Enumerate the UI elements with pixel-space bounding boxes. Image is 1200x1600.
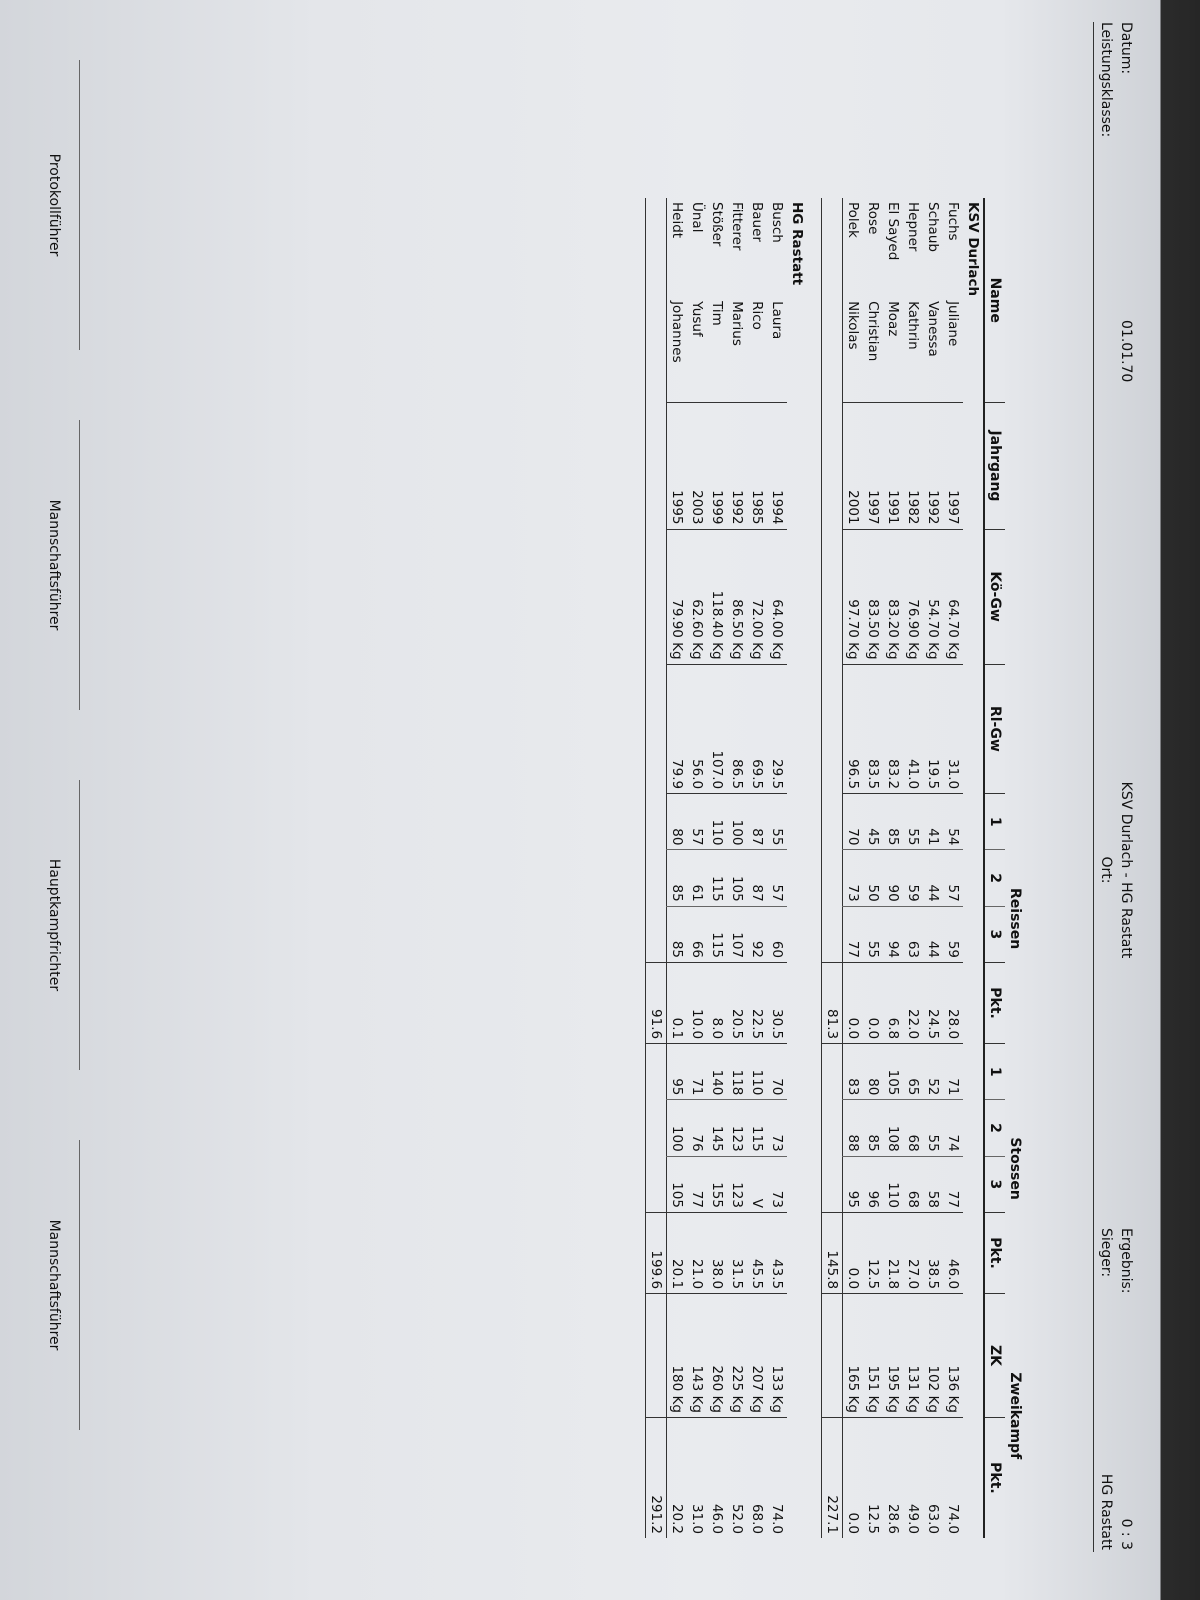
- snatch-attempt-3: 60: [767, 906, 787, 962]
- total-spacer: [646, 1044, 667, 1213]
- athlete-last-name: Polek: [845, 202, 861, 238]
- athlete-rl-weight: 83.5: [863, 664, 883, 794]
- athlete-last-name: Heidt: [669, 202, 685, 239]
- clean-jerk-attempt-1: 80: [863, 1044, 883, 1100]
- snatch-attempt-1: 100: [727, 794, 747, 850]
- clean-jerk-attempt-1: 105: [883, 1044, 903, 1100]
- date-value: 01.01.70: [1118, 320, 1134, 383]
- snatch-attempt-1: 80: [667, 794, 688, 850]
- clean-jerk-attempt-3: V: [747, 1156, 767, 1212]
- athlete-body-weight: 54.70 Kg: [923, 529, 943, 664]
- athlete-first-name: Moaz: [885, 301, 901, 337]
- snatch-attempt-3: 92: [747, 906, 767, 962]
- total-weight: 195 Kg: [883, 1294, 903, 1418]
- clean-jerk-points: 12.5: [863, 1212, 883, 1293]
- snatch-attempt-2: 73: [843, 850, 864, 906]
- athlete-body-weight: 64.00 Kg: [767, 529, 787, 664]
- snatch-attempt-2: 61: [687, 850, 707, 906]
- signature-line-3: [79, 780, 80, 1070]
- date-label: Datum:: [1118, 22, 1134, 75]
- total-points: 68.0: [747, 1417, 767, 1538]
- athlete-rl-weight: 56.0: [687, 664, 707, 794]
- snatch-attempt-2: 105: [727, 850, 747, 906]
- athlete-row: [843, 198, 864, 1538]
- total-points: 49.0: [903, 1417, 923, 1538]
- athlete-last-name: Busch: [769, 202, 785, 243]
- team-name: KSV Durlach: [965, 202, 981, 297]
- snatch-attempt-1: 57: [687, 794, 707, 850]
- clean-jerk-attempt-1: 65: [903, 1044, 923, 1100]
- total-weight: 207 Kg: [747, 1294, 767, 1418]
- venue-label: Ort:: [1098, 856, 1114, 884]
- snatch-points-total: 91.6: [646, 963, 667, 1044]
- athlete-body-weight: 83.50 Kg: [863, 529, 883, 664]
- total-weight: 102 Kg: [923, 1294, 943, 1418]
- athlete-row: [667, 198, 688, 1538]
- clean-jerk-attempt-3: 73: [767, 1156, 787, 1212]
- athlete-rl-weight: 79.9: [667, 664, 688, 794]
- athlete-year: 1994: [767, 403, 787, 529]
- total-points: 12.5: [863, 1417, 883, 1538]
- clean-jerk-points-total: 145.8: [822, 1212, 843, 1293]
- snatch-points: 28.0: [943, 963, 963, 1044]
- total-points: 0.0: [843, 1417, 864, 1538]
- clean-jerk-points: 46.0: [943, 1212, 963, 1293]
- total-weight: 151 Kg: [863, 1294, 883, 1418]
- total-points: 52.0: [727, 1417, 747, 1538]
- athlete-last-name: Ünal: [689, 202, 705, 233]
- total-spacer: [646, 198, 667, 963]
- group-zweikampf: Zweikampf: [1007, 1372, 1023, 1460]
- snatch-attempt-1: 87: [747, 794, 767, 850]
- col-reissen-3: 3: [984, 906, 1005, 962]
- athlete-last-name: Schaub: [925, 202, 941, 252]
- spacer-cell: [807, 198, 822, 1538]
- col-zk: ZK: [984, 1294, 1005, 1418]
- team-header-row: [963, 198, 984, 1538]
- signature-line-1: [79, 60, 80, 350]
- athlete-first-name: Marius: [729, 301, 745, 346]
- athlete-year: 1985: [747, 403, 767, 529]
- clean-jerk-attempt-3: 68: [903, 1156, 923, 1212]
- athlete-last-name: Fuchs: [945, 202, 961, 241]
- total-spacer: [822, 1044, 843, 1213]
- snatch-attempt-3: 107: [727, 906, 747, 962]
- snatch-attempt-3: 63: [903, 906, 923, 962]
- clean-jerk-attempt-1: 110: [747, 1044, 767, 1100]
- athlete-row: [923, 198, 943, 1538]
- results-table: [645, 198, 1025, 1538]
- signature-line-2: [79, 420, 80, 710]
- team-spacer-row: [807, 198, 822, 1538]
- athlete-row: [687, 198, 707, 1538]
- athlete-rl-weight: 86.5: [727, 664, 747, 794]
- athlete-body-weight: 62.60 Kg: [687, 529, 707, 664]
- snatch-attempt-2: 57: [943, 850, 963, 906]
- team-total-row: [822, 198, 843, 1538]
- athlete-row: [747, 198, 767, 1538]
- clean-jerk-attempt-2: 100: [667, 1100, 688, 1156]
- snatch-attempt-3: 115: [707, 906, 727, 962]
- snatch-attempt-3: 94: [883, 906, 903, 962]
- col-jahrgang: Jahrgang: [984, 403, 1005, 529]
- athlete-year: 1997: [863, 403, 883, 529]
- athlete-rl-weight: 96.5: [843, 664, 864, 794]
- athlete-row: [707, 198, 727, 1538]
- clean-jerk-attempt-2: 145: [707, 1100, 727, 1156]
- snatch-attempt-2: 87: [747, 850, 767, 906]
- total-points: 74.0: [767, 1417, 787, 1538]
- snatch-attempt-2: 90: [883, 850, 903, 906]
- athlete-body-weight: 118.40 Kg: [707, 529, 727, 664]
- clean-jerk-attempt-2: 123: [727, 1100, 747, 1156]
- total-weight: 143 Kg: [687, 1294, 707, 1418]
- clean-jerk-points: 38.5: [923, 1212, 943, 1293]
- col-reissen-2: 2: [984, 850, 1005, 906]
- snatch-attempt-1: 70: [843, 794, 864, 850]
- total-points-sum: 291.2: [646, 1417, 667, 1538]
- clean-jerk-attempt-1: 71: [943, 1044, 963, 1100]
- col-koe-gw: Kö-Gw: [984, 529, 1005, 664]
- match-title: KSV Durlach - HG Rastatt: [1118, 781, 1134, 959]
- total-spacer: [822, 198, 843, 963]
- clean-jerk-attempt-1: 83: [843, 1044, 864, 1100]
- clean-jerk-points: 38.0: [707, 1212, 727, 1293]
- total-weight: 131 Kg: [903, 1294, 923, 1418]
- clean-jerk-attempt-2: 74: [943, 1100, 963, 1156]
- snatch-points: 8.0: [707, 963, 727, 1044]
- result-value: 0 : 3: [1118, 1518, 1134, 1550]
- snatch-points: 20.5: [727, 963, 747, 1044]
- group-stossen: Stossen: [1007, 1137, 1023, 1200]
- total-points: 63.0: [923, 1417, 943, 1538]
- snatch-attempt-2: 59: [903, 850, 923, 906]
- snatch-attempt-3: 66: [687, 906, 707, 962]
- clean-jerk-points: 20.1: [667, 1212, 688, 1293]
- clean-jerk-attempt-3: 110: [883, 1156, 903, 1212]
- athlete-first-name: Kathrin: [905, 301, 921, 350]
- snatch-attempt-3: 85: [667, 906, 688, 962]
- col-name: Name: [984, 198, 1005, 403]
- signature-label-4: Mannschaftsführer: [46, 1219, 62, 1351]
- col-stossen-1: 1: [984, 1044, 1005, 1100]
- winner-value: HG Rastatt: [1098, 1473, 1114, 1550]
- snatch-attempt-1: 41: [923, 794, 943, 850]
- class-label: Leistungsklasse:: [1098, 22, 1114, 138]
- total-weight: 225 Kg: [727, 1294, 747, 1418]
- athlete-year: 1992: [923, 403, 943, 529]
- athlete-body-weight: 79.90 Kg: [667, 529, 688, 664]
- total-points: 20.2: [667, 1417, 688, 1538]
- clean-jerk-attempt-1: 140: [707, 1044, 727, 1100]
- clean-jerk-attempt-2: 55: [923, 1100, 943, 1156]
- col-stossen-2: 2: [984, 1100, 1005, 1156]
- athlete-row: [727, 198, 747, 1538]
- signature-label-3: Hauptkampfrichter: [46, 858, 62, 992]
- athlete-first-name: Christian: [865, 301, 881, 362]
- header-divider: [1093, 22, 1094, 1552]
- clean-jerk-attempt-3: 77: [943, 1156, 963, 1212]
- snatch-attempt-3: 59: [943, 906, 963, 962]
- col-zweikampf-pkt: Pkt.: [984, 1417, 1005, 1538]
- winner-label: Sieger:: [1098, 1228, 1114, 1278]
- clean-jerk-attempt-1: 71: [687, 1044, 707, 1100]
- total-spacer: [646, 1294, 667, 1418]
- clean-jerk-points: 21.0: [687, 1212, 707, 1293]
- athlete-first-name: Vanessa: [925, 301, 941, 357]
- athlete-first-name: Tim: [709, 301, 725, 326]
- team-header-row: [787, 198, 807, 1538]
- athlete-first-name: Yusuf: [689, 301, 705, 337]
- total-points-sum: 227.1: [822, 1417, 843, 1538]
- snatch-points: 10.0: [687, 963, 707, 1044]
- snatch-attempt-3: 77: [843, 906, 864, 962]
- snatch-attempt-2: 115: [707, 850, 727, 906]
- clean-jerk-points-total: 199.6: [646, 1212, 667, 1293]
- athlete-rl-weight: 69.5: [747, 664, 767, 794]
- athlete-first-name: Juliane: [945, 301, 961, 347]
- snatch-points: 0.0: [843, 963, 864, 1044]
- athlete-rl-weight: 83.2: [883, 664, 903, 794]
- athlete-rl-weight: 107.0: [707, 664, 727, 794]
- clean-jerk-points: 0.0: [843, 1212, 864, 1293]
- snatch-attempt-3: 44: [923, 906, 943, 962]
- clean-jerk-attempt-1: 70: [767, 1044, 787, 1100]
- total-weight: 165 Kg: [843, 1294, 864, 1418]
- clean-jerk-points: 21.8: [883, 1212, 903, 1293]
- athlete-year: 1992: [727, 403, 747, 529]
- total-points: 31.0: [687, 1417, 707, 1538]
- clean-jerk-attempt-3: 96: [863, 1156, 883, 1212]
- snatch-attempt-1: 85: [883, 794, 903, 850]
- athlete-first-name: Rico: [749, 301, 765, 330]
- snatch-attempt-2: 44: [923, 850, 943, 906]
- clean-jerk-attempt-2: 73: [767, 1100, 787, 1156]
- athlete-last-name: Fitterer: [729, 202, 745, 251]
- athlete-year: 2003: [687, 403, 707, 529]
- athlete-rl-weight: 31.0: [943, 664, 963, 794]
- clean-jerk-attempt-2: 108: [883, 1100, 903, 1156]
- snatch-attempt-2: 57: [767, 850, 787, 906]
- athlete-year: 1982: [903, 403, 923, 529]
- athlete-body-weight: 76.90 Kg: [903, 529, 923, 664]
- athlete-rl-weight: 41.0: [903, 664, 923, 794]
- total-spacer: [822, 1294, 843, 1418]
- athlete-row: [767, 198, 787, 1538]
- clean-jerk-points: 45.5: [747, 1212, 767, 1293]
- athlete-row: [903, 198, 923, 1538]
- athlete-year: 2001: [843, 403, 864, 529]
- athlete-year: 1997: [943, 403, 963, 529]
- snatch-points: 0.1: [667, 963, 688, 1044]
- signature-label-1: Protokollführer: [46, 153, 62, 257]
- signature-line-4: [79, 1140, 80, 1430]
- snatch-attempt-2: 50: [863, 850, 883, 906]
- col-reissen-1: 1: [984, 794, 1005, 850]
- snatch-attempt-1: 45: [863, 794, 883, 850]
- group-header-row: [1005, 198, 1025, 1538]
- total-points: 46.0: [707, 1417, 727, 1538]
- athlete-body-weight: 72.00 Kg: [747, 529, 767, 664]
- clean-jerk-points: 31.5: [727, 1212, 747, 1293]
- snatch-attempt-3: 55: [863, 906, 883, 962]
- col-rl-gw: Rl-Gw: [984, 664, 1005, 794]
- group-reissen: Reissen: [1007, 888, 1023, 950]
- clean-jerk-attempt-2: 68: [903, 1100, 923, 1156]
- clean-jerk-points: 27.0: [903, 1212, 923, 1293]
- clean-jerk-attempt-2: 76: [687, 1100, 707, 1156]
- athlete-body-weight: 97.70 Kg: [843, 529, 864, 664]
- athlete-year: 1999: [707, 403, 727, 529]
- athlete-first-name: Laura: [769, 301, 785, 340]
- snatch-points-total: 81.3: [822, 963, 843, 1044]
- total-weight: 133 Kg: [767, 1294, 787, 1418]
- col-stossen-pkt: Pkt.: [984, 1212, 1005, 1293]
- clean-jerk-attempt-3: 77: [687, 1156, 707, 1212]
- athlete-last-name: Rose: [865, 202, 881, 235]
- total-weight: 136 Kg: [943, 1294, 963, 1418]
- athlete-body-weight: 83.20 Kg: [883, 529, 903, 664]
- result-label: Ergebnis:: [1118, 1228, 1134, 1294]
- clean-jerk-attempt-3: 155: [707, 1156, 727, 1212]
- snatch-points: 0.0: [863, 963, 883, 1044]
- snatch-points: 30.5: [767, 963, 787, 1044]
- snatch-attempt-1: 54: [943, 794, 963, 850]
- column-header-row: [984, 198, 1005, 1538]
- snatch-attempt-1: 55: [767, 794, 787, 850]
- athlete-last-name: Bauer: [749, 202, 765, 242]
- signature-label-2: Mannschaftsführer: [46, 499, 62, 631]
- snatch-attempt-2: 85: [667, 850, 688, 906]
- col-stossen-3: 3: [984, 1156, 1005, 1212]
- snatch-points: 24.5: [923, 963, 943, 1044]
- total-weight: 180 Kg: [667, 1294, 688, 1418]
- athlete-row: [943, 198, 963, 1538]
- snatch-points: 22.5: [747, 963, 767, 1044]
- athlete-rl-weight: 19.5: [923, 664, 943, 794]
- athlete-body-weight: 86.50 Kg: [727, 529, 747, 664]
- clean-jerk-attempt-3: 95: [843, 1156, 864, 1212]
- athlete-last-name: Stößer: [709, 202, 725, 247]
- snatch-attempt-1: 55: [903, 794, 923, 850]
- clean-jerk-attempt-2: 88: [843, 1100, 864, 1156]
- clean-jerk-attempt-1: 95: [667, 1044, 688, 1100]
- athlete-last-name: El Sayed: [885, 202, 901, 261]
- athlete-first-name: Nikolas: [845, 301, 861, 350]
- clean-jerk-attempt-1: 118: [727, 1044, 747, 1100]
- total-points: 28.6: [883, 1417, 903, 1538]
- athlete-row: [883, 198, 903, 1538]
- snatch-points: 6.8: [883, 963, 903, 1044]
- athlete-rl-weight: 29.5: [767, 664, 787, 794]
- snatch-attempt-1: 110: [707, 794, 727, 850]
- athlete-year: 1991: [883, 403, 903, 529]
- clean-jerk-attempt-2: 115: [747, 1100, 767, 1156]
- snatch-points: 22.0: [903, 963, 923, 1044]
- clean-jerk-attempt-1: 52: [923, 1044, 943, 1100]
- clean-jerk-attempt-3: 123: [727, 1156, 747, 1212]
- clean-jerk-attempt-3: 105: [667, 1156, 688, 1212]
- total-points: 74.0: [943, 1417, 963, 1538]
- col-reissen-pkt: Pkt.: [984, 963, 1005, 1044]
- athlete-year: 1995: [667, 403, 688, 529]
- athlete-body-weight: 64.70 Kg: [943, 529, 963, 664]
- clean-jerk-attempt-3: 58: [923, 1156, 943, 1212]
- athlete-row: [863, 198, 883, 1538]
- team-total-row: [646, 198, 667, 1538]
- athlete-last-name: Hepner: [905, 202, 921, 252]
- team-name: HG Rastatt: [789, 202, 805, 286]
- total-weight: 260 Kg: [707, 1294, 727, 1418]
- clean-jerk-points: 43.5: [767, 1212, 787, 1293]
- clean-jerk-attempt-2: 85: [863, 1100, 883, 1156]
- athlete-first-name: Johannes: [669, 301, 685, 363]
